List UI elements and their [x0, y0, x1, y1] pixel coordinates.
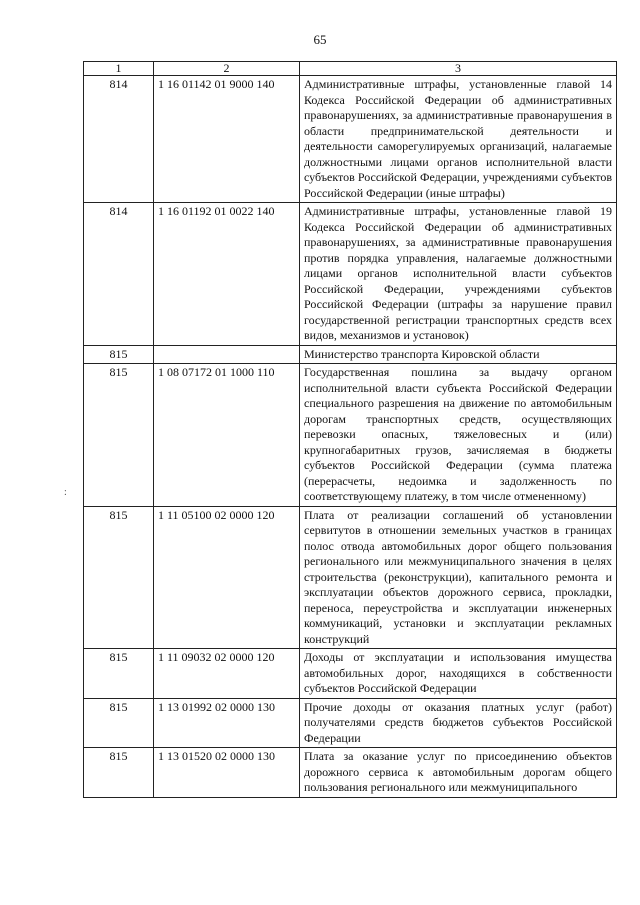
- admin-code-cell: 815: [84, 345, 154, 364]
- table-row: [84, 506, 617, 649]
- budget-code-cell: 1 11 09032 02 0000 120: [154, 649, 300, 699]
- budget-code-cell: 1 08 07172 01 1000 110: [154, 364, 300, 507]
- budget-code-cell: 1 13 01520 02 0000 130: [154, 748, 300, 798]
- income-name-cell: Прочие доходы от оказания платных услуг (работ) получателями средств бюджетов субъектов Российской Федерации: [300, 698, 617, 748]
- income-name-cell: Административные штрафы, установленные главой 14 Кодекса Российской Федерации об административных правонарушениях, за административные правонарушения в области предпринимательской деятельности и деятельности саморегулируемых организаций, налагаемые должностными лицами органов исполнительной власти субъектов Российской Федерации, учреждениями субъектов Российской Федерации (иные штрафы): [300, 76, 617, 203]
- admin-code-cell: 815: [84, 649, 154, 699]
- budget-code-cell: 1 11 05100 02 0000 120: [154, 506, 300, 649]
- admin-code-cell: 814: [84, 76, 154, 203]
- income-name-cell: Административные штрафы, установленные главой 19 Кодекса Российской Федерации об административных правонарушениях, за административные правонарушения против порядка управления, налагаемые должностными лицами органов исполнительной власти субъектов Российской Федерации, учреждениями субъектов Российской Федерации (штрафы за нарушение правил государственной регистрации транспортных средств всех видов, механизмов и установок): [300, 203, 617, 346]
- page-number: 65: [313, 32, 327, 47]
- table-row: [84, 203, 617, 346]
- budget-code-cell: 1 16 01192 01 0022 140: [154, 203, 300, 346]
- table-row: [84, 76, 617, 203]
- table-row: [84, 649, 617, 699]
- header-col-1: 1: [84, 62, 154, 76]
- header-col-3: 3: [300, 62, 617, 76]
- table-row: [84, 345, 617, 364]
- admin-code-cell: 815: [84, 364, 154, 507]
- admin-code-cell: 815: [84, 698, 154, 748]
- budget-code-cell: [154, 345, 300, 364]
- income-name-cell: Доходы от эксплуатации и использования имущества автомобильных дорог, находящихся в собственности субъектов Российской Федерации: [300, 649, 617, 699]
- income-name-cell: Министерство транспорта Кировской области: [300, 345, 617, 364]
- budget-code-cell: 1 13 01992 02 0000 130: [154, 698, 300, 748]
- budget-classification-table: [83, 61, 617, 798]
- income-name-cell: Государственная пошлина за выдачу органом исполнительной власти субъекта Российской Федерации специального разрешения на движение по автомобильным дорогам транспортных средств, осуществляющих перевозки опасных, тяжеловесных и (или) крупногабаритных грузов, зачисляемая в бюджеты субъектов Российской Федерации (сумма платежа (перерасчеты, недоимка и задолженность по соответствующему платежу, в том числе отмененному): [300, 364, 617, 507]
- admin-code-cell: 814: [84, 203, 154, 346]
- table-row: [84, 748, 617, 798]
- income-name-cell: Плата от реализации соглашений об установлении сервитутов в отношении земельных участков в границах полос отвода автомобильных дорог общего пользования регионального или межмуниципального значения в целях строительства (реконструкции), капитального ремонта и эксплуатации объектов дорожного сервиса, прокладки, переноса, переустройства и эксплуатации инженерных коммуникаций, установки и эксплуатации рекламных конструкций: [300, 506, 617, 649]
- income-name-cell: Плата за оказание услуг по присоединению объектов дорожного сервиса к автомобильным дорогам общего пользования регионального или межмуниципального: [300, 748, 617, 798]
- budget-code-cell: 1 16 01142 01 9000 140: [154, 76, 300, 203]
- table-row: [84, 364, 617, 507]
- stray-mark: :: [64, 487, 67, 498]
- admin-code-cell: 815: [84, 506, 154, 649]
- table-row: [84, 698, 617, 748]
- table-header-row: [84, 62, 617, 76]
- admin-code-cell: 815: [84, 748, 154, 798]
- header-col-2: 2: [154, 62, 300, 76]
